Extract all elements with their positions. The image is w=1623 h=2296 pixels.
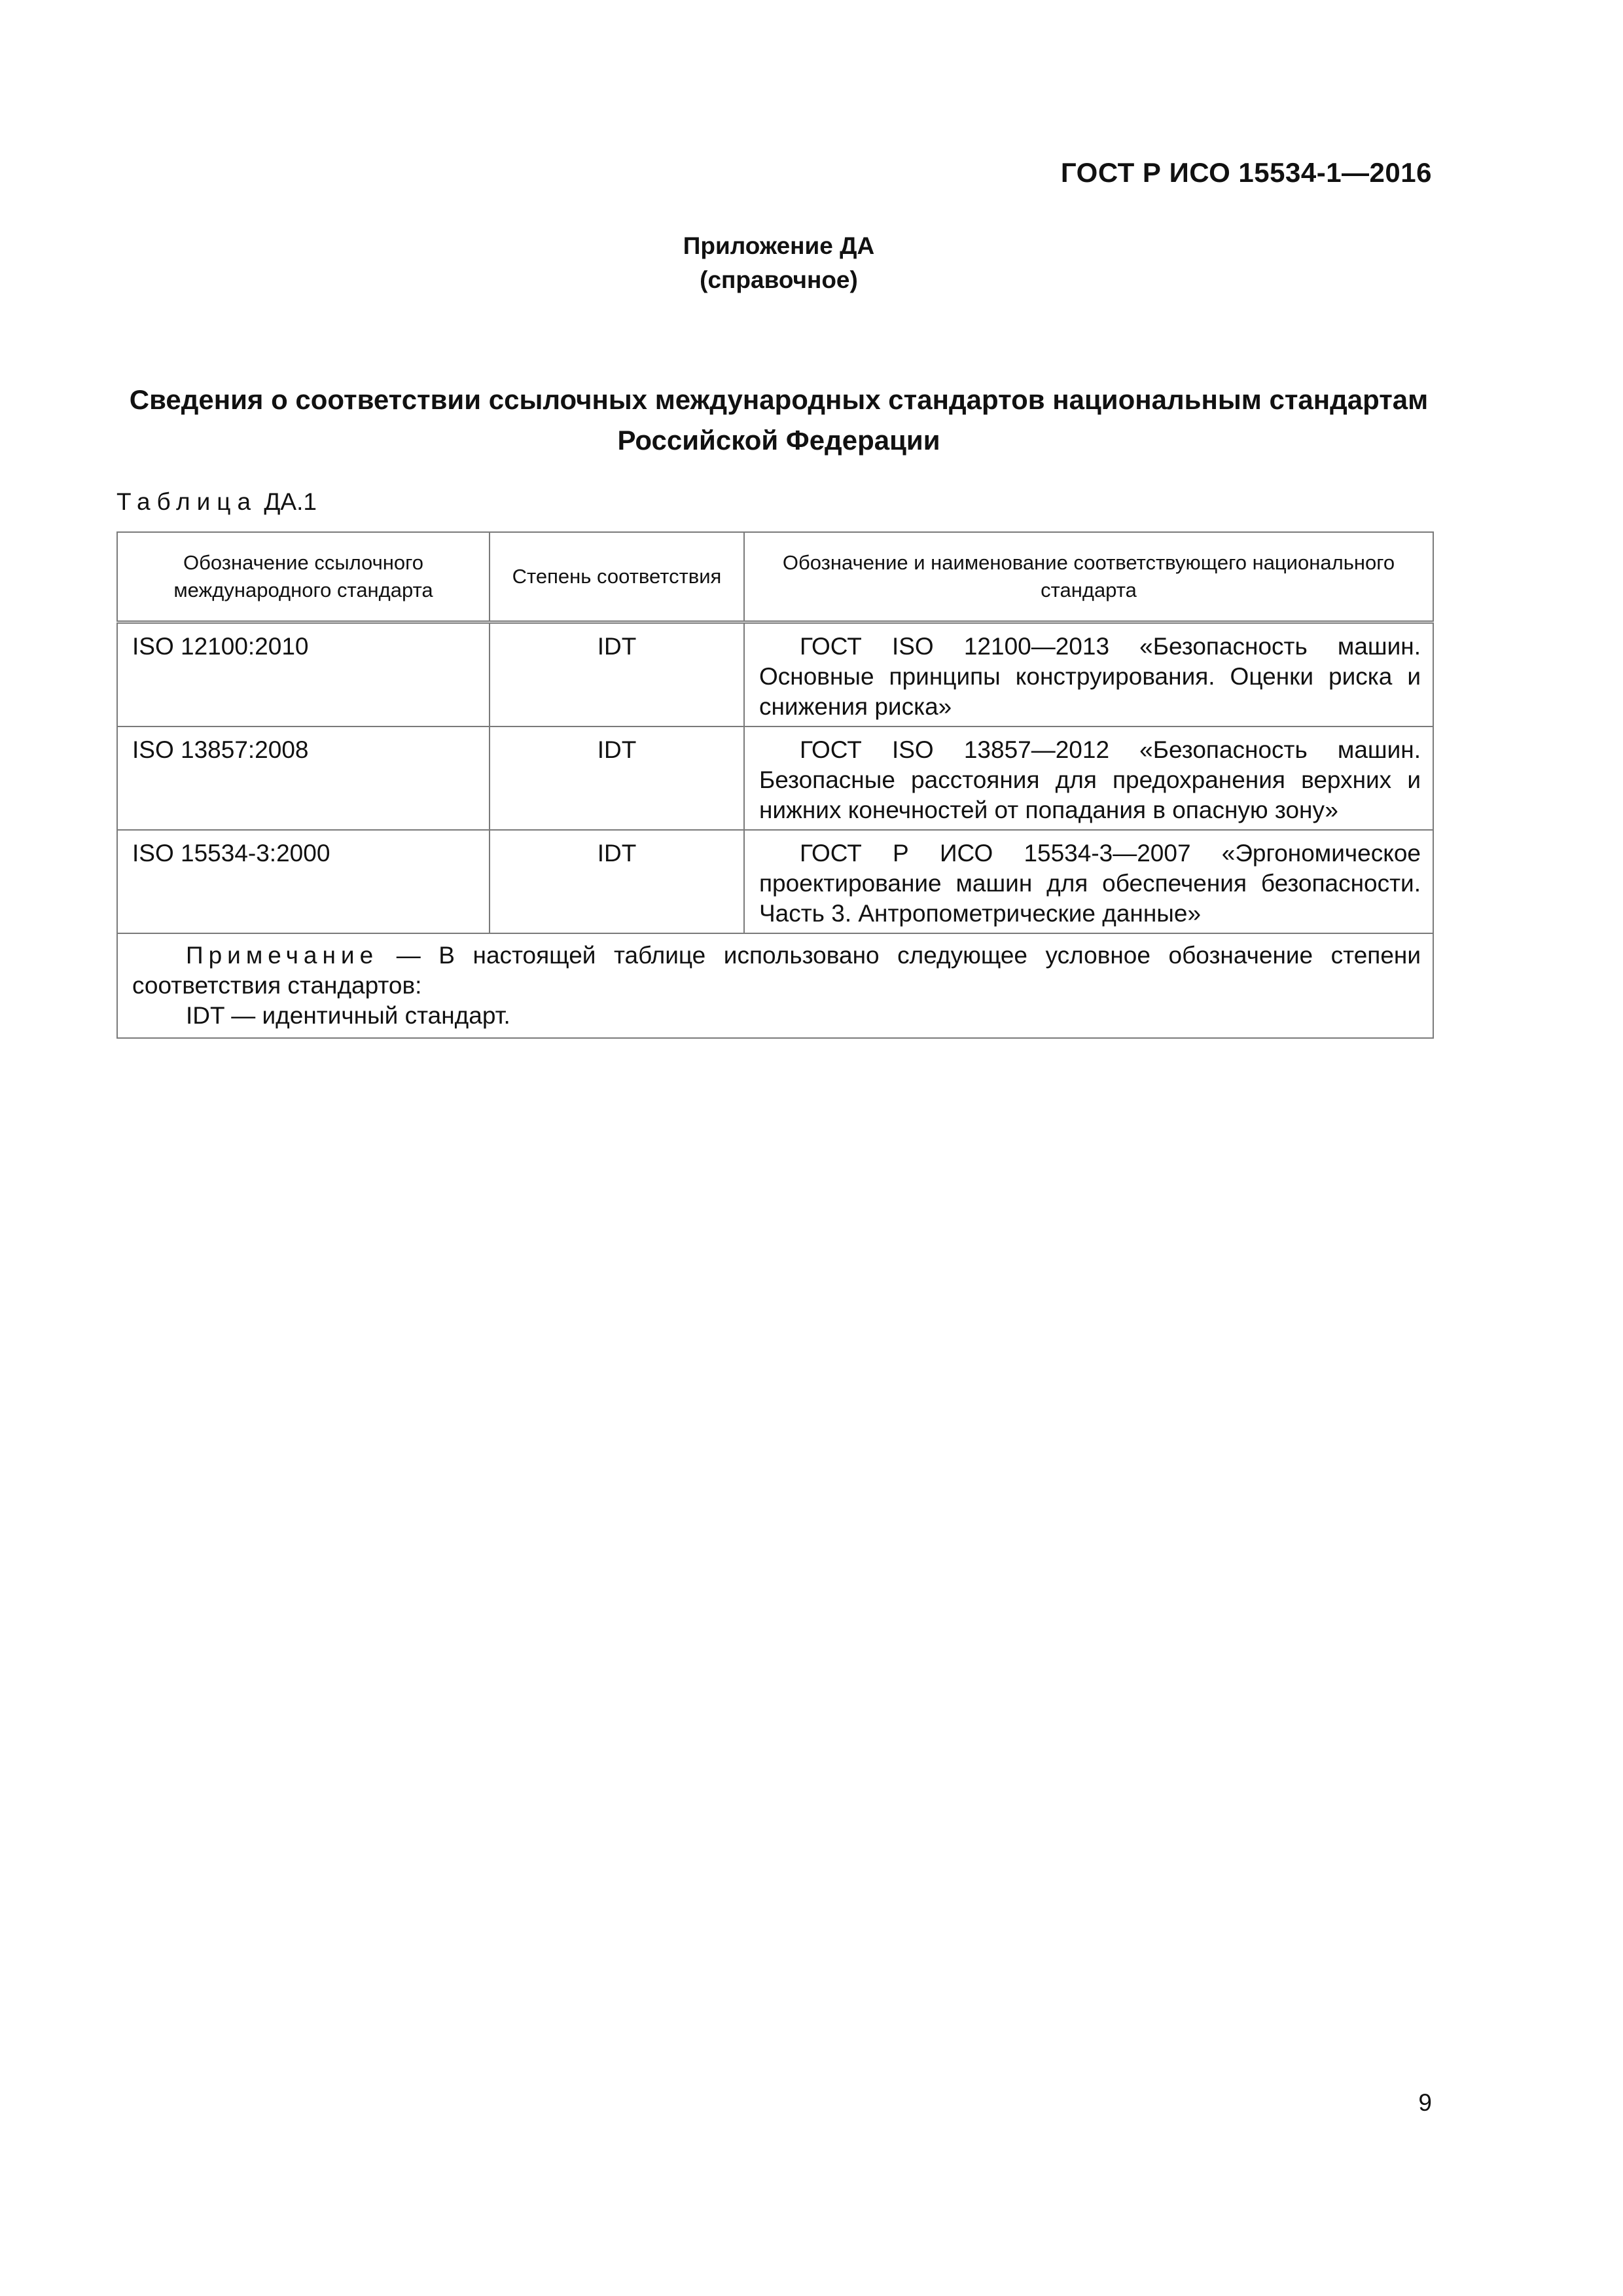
appendix-subtitle: (справочное) — [700, 266, 858, 293]
correspondence-table — [116, 531, 1434, 1039]
note-text: — В настоящей таблице использовано следующее условное обозначение степени соответствия стандартов: — [132, 942, 1421, 999]
page-number: 9 — [1418, 2089, 1432, 2116]
header-international-standard: Обозначение ссылочного международного стандарта — [117, 532, 490, 622]
main-title — [98, 380, 1459, 461]
table-row — [117, 622, 1433, 727]
main-title-line-1: Сведения о соответствии ссылочных международных стандартов национальным стандартам — [129, 384, 1429, 415]
table-row — [117, 726, 1433, 830]
table-note — [117, 933, 1433, 1038]
table-row — [117, 830, 1433, 933]
cell-national-standard: ГОСТ ISO 13857—2012 «Безопасность машин. Безопасные расстояния для предохранения верхних и нижних конечностей от попадания в опасную зону» — [744, 726, 1433, 830]
table-header-row — [117, 532, 1433, 622]
cell-degree: IDT — [490, 622, 744, 727]
table-caption — [116, 488, 317, 516]
document-code: ГОСТ Р ИСО 15534-1—2016 — [1060, 157, 1432, 188]
cell-degree: IDT — [490, 830, 744, 933]
cell-international-standard: ISO 15534-3:2000 — [117, 830, 490, 933]
note-paragraph — [132, 941, 1421, 1001]
note-abbreviation: IDT — идентичный стандарт. — [186, 1002, 510, 1029]
appendix-heading — [0, 229, 1558, 297]
note-label: Примечание — [186, 942, 379, 969]
cell-degree: IDT — [490, 726, 744, 830]
header-degree-of-correspondence: Степень соответствия — [490, 532, 744, 622]
header-national-standard: Обозначение и наименование соответствующего национального стандарта — [744, 532, 1433, 622]
cell-international-standard: ISO 12100:2010 — [117, 622, 490, 727]
table-caption-word: Таблица — [116, 488, 258, 515]
cell-national-standard: ГОСТ Р ИСО 15534-3—2007 «Эргономическое проектирование машин для обеспечения безопасности. Часть 3. Антропометрические данные» — [744, 830, 1433, 933]
appendix-title: Приложение ДА — [683, 232, 875, 259]
cell-national-standard: ГОСТ ISO 12100—2013 «Безопасность машин. Основные принципы конструирования. Оценки риска и снижения риска» — [744, 622, 1433, 727]
main-title-line-2: Российской Федерации — [617, 425, 940, 456]
table-note-row — [117, 933, 1433, 1038]
cell-international-standard: ISO 13857:2008 — [117, 726, 490, 830]
table-caption-number: ДА.1 — [264, 488, 317, 515]
